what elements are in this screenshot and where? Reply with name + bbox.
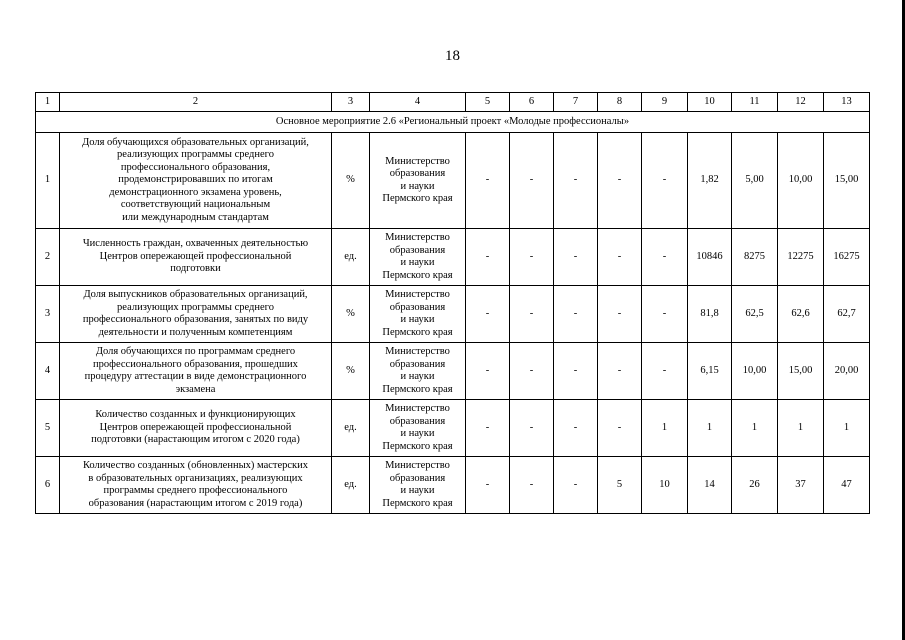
table-header-row (36, 93, 870, 112)
indicators-table (35, 92, 870, 514)
responsible-org-line: Пермского края (382, 269, 453, 281)
header-cell: 11 (732, 93, 778, 112)
indicator-name-line: профессионального образования, прошедших (93, 358, 298, 370)
responsible-org-line: Министерство (385, 289, 450, 300)
value-cell: - (598, 133, 642, 229)
page-number: 18 (445, 48, 460, 64)
indicator-name (60, 343, 332, 400)
value-cell: 10846 (688, 229, 732, 286)
row-number: 5 (36, 400, 60, 457)
value-cell: - (598, 400, 642, 457)
responsible-org-line: Пермского края (382, 440, 453, 452)
row-number: 3 (36, 286, 60, 343)
header-cell: 8 (598, 93, 642, 112)
value-cell: 1 (778, 400, 824, 457)
unit-cell: % (332, 343, 370, 400)
header-cell: 10 (688, 93, 732, 112)
indicator-name-line: Доля выпускников образовательных организаций, (83, 289, 308, 300)
responsible-org-line: Министерство (385, 346, 450, 357)
value-cell: 10,00 (778, 133, 824, 229)
value-cell: - (466, 286, 510, 343)
responsible-org-line: образования (389, 301, 446, 313)
responsible-org (370, 229, 466, 286)
table-row (36, 286, 870, 343)
responsible-org-line: и науки (400, 371, 435, 382)
value-cell: 62,7 (824, 286, 870, 343)
value-cell: - (466, 343, 510, 400)
value-cell: - (554, 133, 598, 229)
unit-cell: % (332, 133, 370, 229)
value-cell: - (466, 457, 510, 514)
value-cell: - (598, 229, 642, 286)
unit-cell: ед. (332, 457, 370, 514)
responsible-org (370, 343, 466, 400)
value-cell: - (554, 400, 598, 457)
value-cell: 62,6 (778, 286, 824, 343)
table-row (36, 400, 870, 457)
indicator-name (60, 457, 332, 514)
responsible-org-line: образования (389, 168, 446, 179)
responsible-org (370, 286, 466, 343)
value-cell: - (466, 133, 510, 229)
responsible-org-line: Пермского края (382, 383, 453, 395)
indicator-name-line: Количество созданных и функционирующих (95, 409, 296, 421)
value-cell: 10 (642, 457, 688, 514)
value-cell: 8275 (732, 229, 778, 286)
value-cell: - (642, 133, 688, 229)
indicator-name-line: в образовательных организациях, реализующих (88, 472, 303, 484)
header-cell: 5 (466, 93, 510, 112)
responsible-org (370, 457, 466, 514)
header-cell: 1 (36, 93, 60, 112)
indicator-name-line: Доля обучающихся образовательных организаций, (82, 136, 309, 148)
value-cell: - (554, 457, 598, 514)
value-cell: - (554, 343, 598, 400)
table-row (36, 133, 870, 229)
indicator-name (60, 286, 332, 343)
row-number: 2 (36, 229, 60, 286)
responsible-org (370, 400, 466, 457)
value-cell: - (466, 229, 510, 286)
indicator-name-line: деятельности и полученным компетенциям (98, 326, 293, 338)
value-cell: 5 (598, 457, 642, 514)
indicator-name-line: соответствующий национальным (120, 199, 271, 211)
indicator-name-line: Центров опережающей профессиональной (99, 250, 292, 262)
row-number: 1 (36, 133, 60, 229)
indicator-name-line: экзамена (175, 383, 216, 395)
indicator-name-line: реализующих программы среднего (117, 149, 274, 161)
responsible-org-line: Пермского края (382, 326, 453, 338)
responsible-org-line: Пермского края (382, 193, 453, 204)
table-row (36, 343, 870, 400)
value-cell: - (510, 133, 554, 229)
indicator-name (60, 229, 332, 286)
table-row (36, 229, 870, 286)
indicator-name-line: Центров опережающей профессиональной (99, 421, 292, 433)
unit-cell: ед. (332, 400, 370, 457)
responsible-org-line: Пермского края (382, 497, 453, 509)
header-cell: 9 (642, 93, 688, 112)
header-cell: 6 (510, 93, 554, 112)
indicator-name-line: программы среднего профессионального (103, 485, 288, 496)
responsible-org-line: Министерство (385, 155, 450, 167)
indicator-name (60, 133, 332, 229)
value-cell: 1 (642, 400, 688, 457)
value-cell: - (510, 229, 554, 286)
responsible-org-line: Министерство (385, 403, 450, 414)
value-cell: - (510, 286, 554, 343)
indicator-name-line: Доля обучающихся по программам среднего (95, 346, 296, 357)
value-cell: - (598, 343, 642, 400)
value-cell: 1 (824, 400, 870, 457)
header-cell: 7 (554, 93, 598, 112)
responsible-org-line: образования (389, 358, 446, 370)
indicator-name-line: демонстрационного экзамена уровень, (109, 186, 282, 198)
responsible-org-line: и науки (400, 485, 435, 496)
value-cell: - (642, 343, 688, 400)
value-cell: - (510, 457, 554, 514)
indicator-name-line: Численность граждан, охваченных деятельностью (82, 238, 309, 250)
responsible-org-line: и науки (400, 314, 435, 325)
indicator-name-line: процедуру аттестации в виде демонстрационного (84, 371, 307, 382)
value-cell: - (510, 400, 554, 457)
indicator-name-line: профессионального образования, (120, 161, 271, 173)
value-cell: - (598, 286, 642, 343)
value-cell: 5,00 (732, 133, 778, 229)
value-cell: 47 (824, 457, 870, 514)
unit-cell: ед. (332, 229, 370, 286)
indicator-name-line: профессионального образования, занятых по виду (82, 314, 309, 325)
value-cell: 1,82 (688, 133, 732, 229)
responsible-org-line: и науки (400, 428, 435, 439)
row-number: 6 (36, 457, 60, 514)
row-number: 4 (36, 343, 60, 400)
value-cell: 15,00 (824, 133, 870, 229)
value-cell: 14 (688, 457, 732, 514)
header-cell: 4 (370, 93, 466, 112)
responsible-org-line: образования (389, 244, 446, 256)
value-cell: 1 (732, 400, 778, 457)
header-cell: 3 (332, 93, 370, 112)
responsible-org (370, 133, 466, 229)
responsible-org-line: образования (389, 415, 446, 427)
indicator-name (60, 400, 332, 457)
unit-cell: % (332, 286, 370, 343)
value-cell: 20,00 (824, 343, 870, 400)
value-cell: - (510, 343, 554, 400)
indicator-name-line: подготовки (170, 263, 221, 275)
responsible-org-line: и науки (400, 180, 435, 192)
responsible-org-line: Министерство (385, 460, 450, 471)
value-cell: 15,00 (778, 343, 824, 400)
table-row (36, 457, 870, 514)
indicator-name-line: подготовки (нарастающим итогом с 2020 года) (91, 434, 300, 446)
indicator-name-line: или международным стандартам (122, 211, 269, 223)
value-cell: 10,00 (732, 343, 778, 400)
section-row (36, 112, 870, 133)
indicator-name-line: Количество созданных (обновленных) мастерских (82, 460, 309, 471)
value-cell: 26 (732, 457, 778, 514)
value-cell: 12275 (778, 229, 824, 286)
responsible-org-line: и науки (400, 257, 435, 268)
value-cell: - (554, 229, 598, 286)
value-cell: - (642, 286, 688, 343)
value-cell: 37 (778, 457, 824, 514)
header-cell: 2 (60, 93, 332, 112)
header-cell: 12 (778, 93, 824, 112)
section-title: Основное мероприятие 2.6 «Региональный проект «Молодые профессионалы» (36, 112, 870, 133)
indicator-name-line: реализующих программы среднего (117, 301, 274, 313)
indicator-name-line: образования (нарастающим итогом с 2019 года) (88, 497, 303, 509)
value-cell: 16275 (824, 229, 870, 286)
value-cell: 62,5 (732, 286, 778, 343)
responsible-org-line: образования (389, 472, 446, 484)
value-cell: 1 (688, 400, 732, 457)
responsible-org-line: Министерство (385, 232, 450, 243)
value-cell: - (554, 286, 598, 343)
value-cell: 6,15 (688, 343, 732, 400)
header-cell: 13 (824, 93, 870, 112)
value-cell: - (642, 229, 688, 286)
value-cell: - (466, 400, 510, 457)
indicator-name-line: продемонстрировавших по итогам (118, 174, 273, 186)
value-cell: 81,8 (688, 286, 732, 343)
